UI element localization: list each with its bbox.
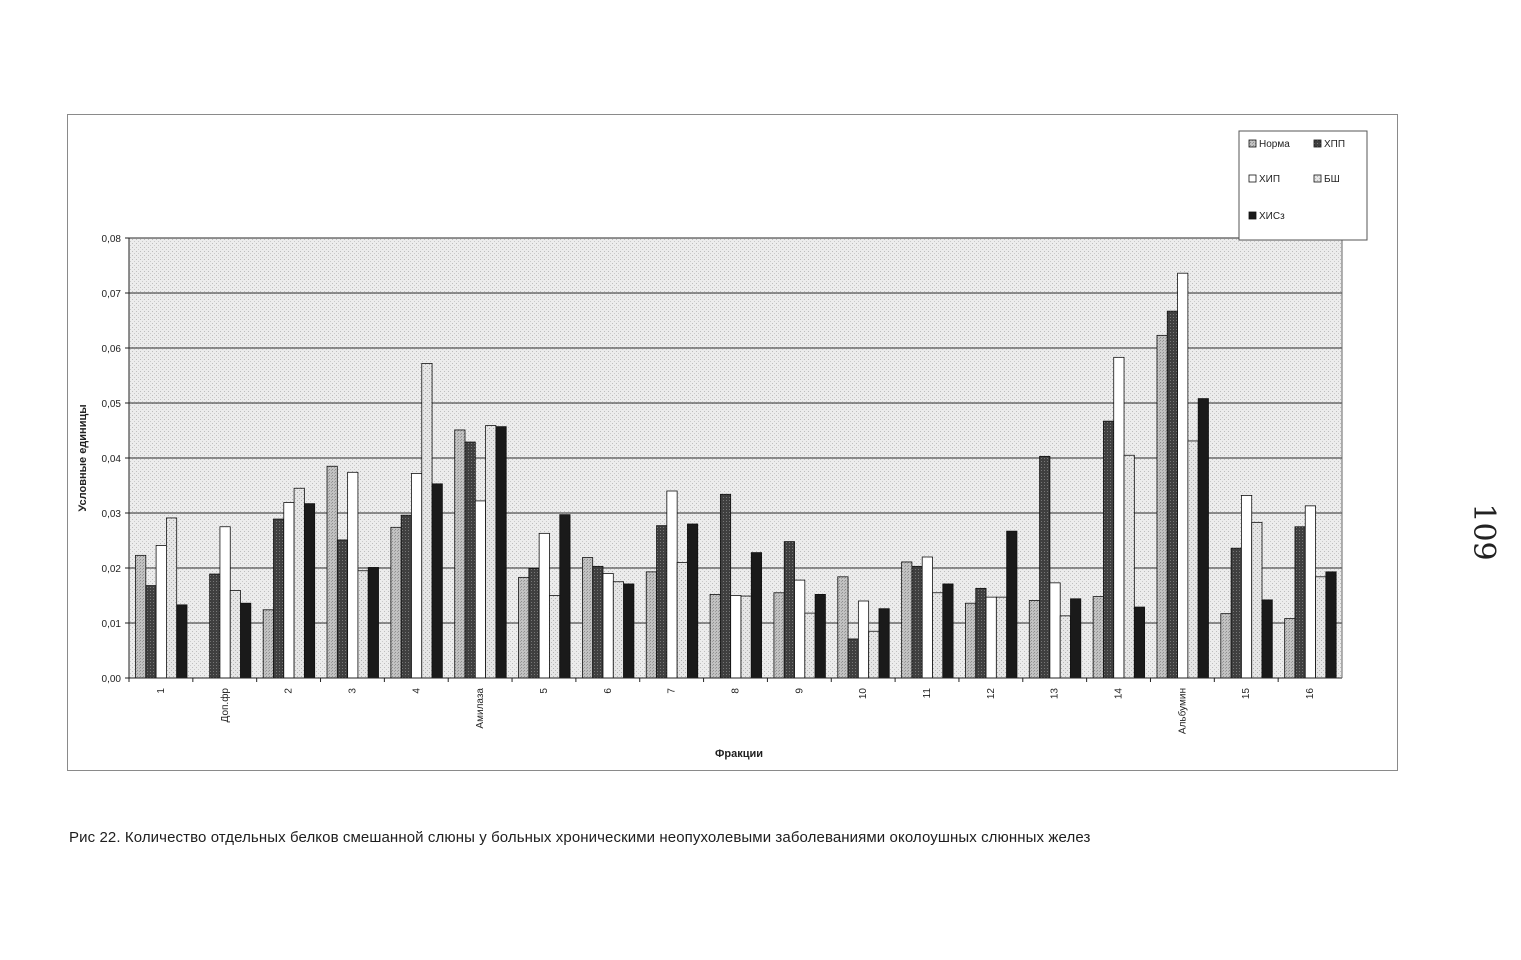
bar-hpp xyxy=(1231,548,1241,678)
bar-hip xyxy=(475,501,485,678)
bar-norma xyxy=(838,577,848,678)
bar-bsh xyxy=(294,488,304,678)
bar-norma xyxy=(1285,619,1295,678)
x-tick-label: 16 xyxy=(1305,688,1317,700)
y-tick-label: 0,06 xyxy=(101,344,121,355)
bar-norma xyxy=(902,562,912,678)
bar-hisz xyxy=(1134,607,1144,678)
bar-hpp xyxy=(210,574,220,678)
bar-hisz xyxy=(560,515,570,678)
bar-norma xyxy=(519,577,529,678)
legend-swatch xyxy=(1314,140,1321,147)
bar-hisz xyxy=(943,584,953,678)
bar-bsh xyxy=(549,596,559,679)
bar-hisz xyxy=(624,584,634,678)
bar-norma xyxy=(774,593,784,678)
bar-hisz xyxy=(1326,572,1336,678)
bar-hisz xyxy=(879,609,889,678)
y-tick-label: 0,08 xyxy=(101,234,121,245)
y-tick-label: 0,04 xyxy=(101,454,121,465)
y-tick-label: 0,03 xyxy=(101,509,121,520)
bar-bsh xyxy=(1252,522,1262,678)
bar-norma xyxy=(1029,600,1039,678)
bar-hip xyxy=(731,596,741,679)
bar-bsh xyxy=(677,563,687,679)
x-tick-label: 11 xyxy=(922,688,934,699)
bar-norma xyxy=(582,558,592,678)
figure-caption: Рис 22. Количество отдельных белков смешанной слюны у больных хроническими неопухолевыми заболеваниями околоушных слюнных желез xyxy=(69,829,1091,846)
legend-swatch xyxy=(1314,175,1321,182)
y-tick-label: 0,07 xyxy=(101,289,121,300)
bar-norma xyxy=(1221,614,1231,678)
bar-norma xyxy=(327,466,337,678)
x-tick-label: 4 xyxy=(411,688,423,694)
bar-hpp xyxy=(657,526,667,678)
y-tick-labels xyxy=(102,234,129,685)
bar-hisz xyxy=(304,504,314,678)
x-tick-label: 7 xyxy=(666,688,678,694)
bar-hip xyxy=(1050,583,1060,678)
bar-bsh xyxy=(805,613,815,678)
bar-hpp xyxy=(593,566,603,678)
bar-hisz xyxy=(1070,599,1080,678)
bar-hip xyxy=(667,491,677,678)
bar-bsh xyxy=(230,591,240,678)
x-tick-label: 1 xyxy=(155,688,167,694)
bar-hip xyxy=(156,545,166,678)
bar-norma xyxy=(965,603,975,678)
bar-hisz xyxy=(751,553,761,678)
x-tick-label: Альбумин xyxy=(1177,688,1189,735)
x-tick-label: 9 xyxy=(794,688,806,694)
x-tick-label: 10 xyxy=(858,688,870,700)
bar-bsh xyxy=(1060,616,1070,678)
chart-frame xyxy=(67,114,1398,771)
bar-hpp xyxy=(1040,456,1050,678)
bar-hpp xyxy=(529,569,539,678)
x-tick-label: 12 xyxy=(985,688,997,700)
bar-bsh xyxy=(486,426,496,678)
x-tick-label: 13 xyxy=(1049,688,1061,700)
bar-hpp xyxy=(784,542,794,678)
bar-norma xyxy=(646,572,656,678)
bar-norma xyxy=(1157,335,1167,678)
bar-hip xyxy=(858,601,868,678)
bar-hip xyxy=(348,472,358,678)
bar-hisz xyxy=(1198,399,1208,678)
bar-norma xyxy=(391,527,401,678)
bar-bsh xyxy=(1124,455,1134,678)
legend-item-bsh: БШ xyxy=(1324,174,1340,185)
bar-bsh xyxy=(1188,441,1198,678)
bar-hpp xyxy=(337,540,347,678)
x-tick-label: 14 xyxy=(1113,688,1125,700)
bar-hisz xyxy=(368,567,378,678)
bar-hip xyxy=(986,597,996,678)
bar-hip xyxy=(1241,495,1251,678)
legend-swatch xyxy=(1249,212,1256,219)
x-tick-label: 8 xyxy=(730,688,742,694)
bar-hisz xyxy=(432,484,442,678)
bar-bsh xyxy=(613,582,623,678)
bar-hpp xyxy=(720,494,730,678)
bar-hip xyxy=(922,557,932,678)
bar-bsh xyxy=(166,518,176,678)
bar-hpp xyxy=(912,566,922,678)
bar-hisz xyxy=(1007,531,1017,678)
bar-hpp xyxy=(146,586,156,678)
bar-hpp xyxy=(1295,527,1305,678)
legend-item-hisz: ХИСз xyxy=(1259,211,1285,222)
bar-hip xyxy=(1178,273,1188,678)
bar-hisz xyxy=(241,603,251,678)
legend xyxy=(1239,131,1367,240)
bar-norma xyxy=(136,555,146,678)
bar-norma xyxy=(263,610,273,678)
bar-hpp xyxy=(1103,421,1113,678)
x-tick-label: 3 xyxy=(347,688,359,694)
legend-item-hip: ХИП xyxy=(1259,174,1281,185)
page-number: 109 xyxy=(1466,503,1501,561)
bar-bsh xyxy=(358,571,368,678)
bar-hip xyxy=(795,580,805,678)
bar-hisz xyxy=(687,524,697,678)
y-tick-label: 0,02 xyxy=(101,564,121,575)
bar-norma xyxy=(1093,597,1103,678)
y-axis-title: Условные единицы xyxy=(77,404,89,512)
bar-bsh xyxy=(422,363,432,678)
x-tick-label: 2 xyxy=(283,688,295,694)
y-tick-label: 0,05 xyxy=(101,399,121,410)
x-tick-label: 6 xyxy=(602,688,614,694)
bar-hip xyxy=(220,527,230,678)
bar-hip xyxy=(1305,506,1315,678)
bar-hisz xyxy=(1262,600,1272,678)
bar-hip xyxy=(603,574,613,679)
bar-hpp xyxy=(848,639,858,678)
x-tick-label: 15 xyxy=(1241,688,1253,700)
x-tick-label: 5 xyxy=(538,688,550,694)
bar-bsh xyxy=(741,596,751,678)
bar-hpp xyxy=(1167,311,1177,678)
bar-hpp xyxy=(273,519,283,678)
bar-norma xyxy=(455,430,465,678)
legend-swatch xyxy=(1249,140,1256,147)
bar-hpp xyxy=(976,588,986,678)
legend-item-norma: Норма xyxy=(1259,139,1290,150)
bar-chart xyxy=(68,115,1399,772)
bar-hpp xyxy=(401,515,411,678)
bar-hip xyxy=(539,533,549,678)
x-axis-title: Фракции xyxy=(714,748,764,760)
bar-hisz xyxy=(496,427,506,678)
bar-bsh xyxy=(1316,577,1326,678)
bar-hpp xyxy=(465,442,475,678)
y-tick-label: 0,01 xyxy=(101,619,121,630)
legend-item-hpp: ХПП xyxy=(1324,139,1346,150)
x-tick-labels xyxy=(129,678,1316,734)
bar-bsh xyxy=(933,593,943,678)
bar-bsh xyxy=(869,631,879,678)
bar-hisz xyxy=(177,605,187,678)
x-tick-label: Амилаза xyxy=(475,688,487,729)
x-tick-label: Доп.фр xyxy=(219,688,231,723)
legend-swatch xyxy=(1249,175,1256,182)
bar-hip xyxy=(284,503,294,678)
bar-hisz xyxy=(815,594,825,678)
y-tick-label: 0,00 xyxy=(101,674,121,685)
bar-bsh xyxy=(996,597,1006,678)
bar-norma xyxy=(710,594,720,678)
bar-hip xyxy=(411,473,421,678)
bar-hip xyxy=(1114,357,1124,678)
